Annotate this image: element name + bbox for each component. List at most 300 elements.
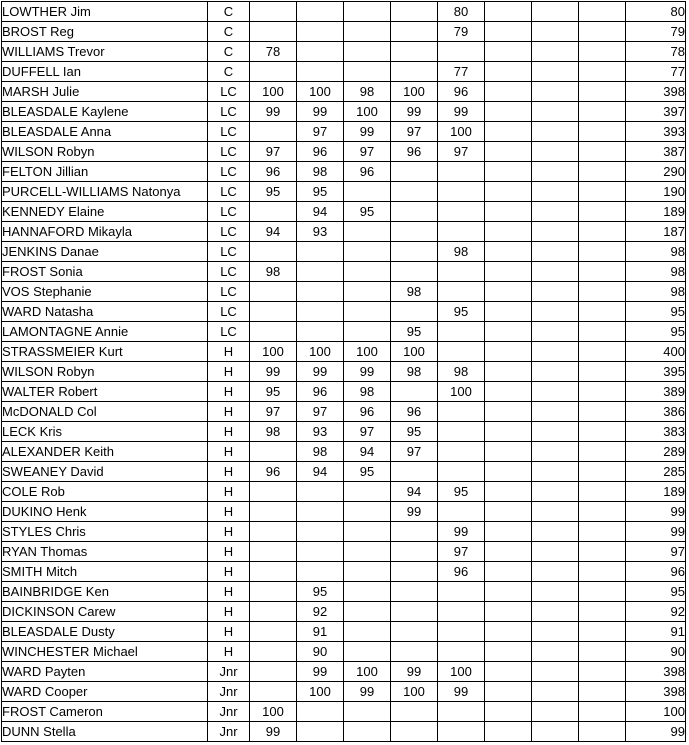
competitor-name: DUNN Stella [2,722,208,742]
round-score: 96 [344,162,391,182]
round-score [485,462,532,482]
round-score [297,542,344,562]
table-row [2,542,686,562]
competitor-name: DUFFELL Ian [2,62,208,82]
round-score [297,22,344,42]
round-score [250,522,297,542]
round-score [344,502,391,522]
round-score [532,142,579,162]
total-score: 78 [626,42,686,62]
round-score [485,282,532,302]
round-score [391,722,438,742]
round-score [485,502,532,522]
round-score: 95 [344,202,391,222]
round-score [485,322,532,342]
round-score: 100 [250,342,297,362]
table-row [2,662,686,682]
round-score [579,302,626,322]
competitor-name: BROST Reg [2,22,208,42]
total-score: 398 [626,662,686,682]
round-score: 95 [438,302,485,322]
round-score: 97 [250,142,297,162]
scores-table [1,1,686,742]
round-score [485,622,532,642]
round-score [391,522,438,542]
competitor-class: H [208,602,250,622]
competitor-class: LC [208,122,250,142]
competitor-name: SMITH Mitch [2,562,208,582]
table-row [2,502,686,522]
round-score [579,562,626,582]
round-score [297,482,344,502]
competitor-name: BLEASDALE Dusty [2,622,208,642]
total-score: 397 [626,102,686,122]
table-row [2,422,686,442]
total-score: 99 [626,722,686,742]
round-score [532,622,579,642]
round-score [485,362,532,382]
competitor-name: WARD Cooper [2,682,208,702]
round-score: 96 [250,162,297,182]
round-score: 99 [391,662,438,682]
round-score [344,582,391,602]
round-score [485,422,532,442]
total-score: 100 [626,702,686,722]
round-score [250,642,297,662]
round-score: 94 [297,202,344,222]
table-row [2,522,686,542]
round-score: 95 [438,482,485,502]
round-score [485,482,532,502]
round-score [532,322,579,342]
round-score [438,502,485,522]
competitor-name: RYAN Thomas [2,542,208,562]
table-row [2,182,686,202]
round-score: 95 [297,582,344,602]
round-score [250,682,297,702]
total-score: 290 [626,162,686,182]
round-score [344,622,391,642]
round-score: 100 [438,662,485,682]
round-score [485,162,532,182]
round-score [579,262,626,282]
round-score [344,262,391,282]
round-score [485,642,532,662]
round-score [485,722,532,742]
competitor-class: LC [208,262,250,282]
round-score [297,262,344,282]
round-score [485,382,532,402]
competitor-class: H [208,442,250,462]
round-score [485,522,532,542]
round-score [250,122,297,142]
round-score [344,722,391,742]
round-score [485,262,532,282]
round-score: 98 [344,82,391,102]
competitor-class: LC [208,202,250,222]
round-score [438,642,485,662]
competitor-class: LC [208,162,250,182]
competitor-name: SWEANEY David [2,462,208,482]
round-score [438,262,485,282]
round-score: 96 [438,562,485,582]
round-score [438,182,485,202]
round-score [438,702,485,722]
round-score: 96 [391,402,438,422]
competitor-class: LC [208,182,250,202]
round-score [250,542,297,562]
round-score [297,2,344,22]
table-row [2,202,686,222]
table-row [2,42,686,62]
round-score [391,702,438,722]
round-score [579,42,626,62]
round-score [532,102,579,122]
round-score [438,602,485,622]
round-score [579,462,626,482]
round-score: 97 [250,402,297,422]
competitor-class: H [208,462,250,482]
competitor-name: DUKINO Henk [2,502,208,522]
table-row [2,562,686,582]
round-score: 77 [438,62,485,82]
round-score: 98 [297,442,344,462]
round-score [485,302,532,322]
round-score: 78 [250,42,297,62]
round-score: 93 [297,222,344,242]
round-score [250,502,297,522]
round-score [532,482,579,502]
competitor-class: Jnr [208,722,250,742]
round-score: 99 [297,362,344,382]
table-row [2,442,686,462]
competitor-name: WINCHESTER Michael [2,642,208,662]
round-score [579,2,626,22]
round-score: 93 [297,422,344,442]
round-score [250,622,297,642]
round-score [579,662,626,682]
competitor-class: H [208,582,250,602]
round-score: 98 [438,362,485,382]
round-score [532,162,579,182]
competitor-class: H [208,522,250,542]
table-row [2,402,686,422]
round-score: 79 [438,22,485,42]
round-score [344,562,391,582]
total-score: 189 [626,202,686,222]
table-row [2,382,686,402]
round-score [297,562,344,582]
round-score: 95 [297,182,344,202]
competitor-name: LAMONTAGNE Annie [2,322,208,342]
round-score: 98 [391,282,438,302]
round-score [579,622,626,642]
round-score [485,542,532,562]
round-score: 97 [438,542,485,562]
competitor-name: FROST Sonia [2,262,208,282]
total-score: 90 [626,642,686,662]
competitor-name: WILSON Robyn [2,362,208,382]
round-score: 92 [297,602,344,622]
round-score [391,182,438,202]
round-score: 97 [344,422,391,442]
round-score: 100 [391,342,438,362]
competitor-class: H [208,422,250,442]
competitor-class: LC [208,322,250,342]
competitor-name: PURCELL-WILLIAMS Natonya [2,182,208,202]
competitor-name: WILSON Robyn [2,142,208,162]
round-score [532,562,579,582]
competitor-name: WARD Payten [2,662,208,682]
round-score [532,702,579,722]
total-score: 189 [626,482,686,502]
round-score: 97 [438,142,485,162]
round-score: 99 [344,362,391,382]
competitor-class: H [208,542,250,562]
total-score: 393 [626,122,686,142]
round-score: 99 [438,522,485,542]
competitor-name: BAINBRIDGE Ken [2,582,208,602]
round-score [532,122,579,142]
round-score [579,22,626,42]
round-score: 95 [391,322,438,342]
total-score: 383 [626,422,686,442]
round-score [391,622,438,642]
round-score [344,542,391,562]
table-row [2,622,686,642]
round-score: 99 [297,102,344,122]
table-row [2,2,686,22]
total-score: 395 [626,362,686,382]
round-score [579,102,626,122]
competitor-class: C [208,62,250,82]
round-score [250,322,297,342]
round-score: 95 [344,462,391,482]
round-score [485,82,532,102]
round-score [391,162,438,182]
round-score [485,222,532,242]
round-score: 99 [438,682,485,702]
round-score [532,422,579,442]
round-score [438,462,485,482]
competitor-class: H [208,642,250,662]
total-score: 96 [626,562,686,582]
round-score [250,282,297,302]
round-score [297,522,344,542]
round-score [438,722,485,742]
round-score [391,42,438,62]
round-score [438,582,485,602]
competitor-name: KENNEDY Elaine [2,202,208,222]
round-score [344,222,391,242]
round-score [297,42,344,62]
round-score [297,322,344,342]
round-score [579,642,626,662]
round-score: 97 [391,122,438,142]
round-score [438,162,485,182]
round-score: 94 [344,442,391,462]
round-score: 99 [438,102,485,122]
round-score: 100 [391,682,438,702]
table-row [2,22,686,42]
round-score [485,702,532,722]
round-score [391,2,438,22]
round-score: 99 [391,102,438,122]
total-score: 95 [626,322,686,342]
total-score: 389 [626,382,686,402]
table-row [2,642,686,662]
round-score [485,402,532,422]
competitor-class: LC [208,82,250,102]
round-score [250,662,297,682]
round-score: 96 [297,382,344,402]
total-score: 97 [626,542,686,562]
round-score [344,702,391,722]
competitor-class: H [208,382,250,402]
round-score [438,282,485,302]
round-score: 100 [250,702,297,722]
competitor-class: H [208,342,250,362]
competitor-name: HANNAFORD Mikayla [2,222,208,242]
round-score [532,242,579,262]
round-score [532,202,579,222]
round-score [344,522,391,542]
total-score: 285 [626,462,686,482]
round-score [532,462,579,482]
round-score: 100 [438,122,485,142]
total-score: 80 [626,2,686,22]
table-row [2,62,686,82]
total-score: 400 [626,342,686,362]
round-score [532,342,579,362]
round-score [485,202,532,222]
round-score [485,682,532,702]
round-score [297,302,344,322]
round-score [485,2,532,22]
competitor-class: C [208,42,250,62]
round-score: 98 [297,162,344,182]
competitor-name: BLEASDALE Anna [2,122,208,142]
competitor-name: JENKINS Danae [2,242,208,262]
round-score: 95 [250,182,297,202]
round-score [485,102,532,122]
table-row [2,602,686,622]
round-score [532,442,579,462]
round-score [250,202,297,222]
competitor-class: LC [208,222,250,242]
round-score [532,682,579,702]
round-score [532,542,579,562]
table-row [2,262,686,282]
round-score [579,382,626,402]
table-row [2,82,686,102]
competitor-class: C [208,2,250,22]
competitor-class: C [208,22,250,42]
round-score [297,62,344,82]
round-score [344,482,391,502]
round-score [579,702,626,722]
round-score: 94 [250,222,297,242]
round-score [532,222,579,242]
competitor-name: WILLIAMS Trevor [2,42,208,62]
round-score [485,42,532,62]
round-score [391,62,438,82]
round-score [532,522,579,542]
round-score [250,602,297,622]
total-score: 289 [626,442,686,462]
competitor-class: Jnr [208,702,250,722]
round-score [485,62,532,82]
round-score [438,202,485,222]
round-score: 99 [344,122,391,142]
total-score: 99 [626,522,686,542]
competitor-name: VOS Stephanie [2,282,208,302]
total-score: 387 [626,142,686,162]
round-score [579,682,626,702]
round-score [579,422,626,442]
round-score [579,202,626,222]
round-score [485,182,532,202]
round-score: 94 [391,482,438,502]
round-score [579,362,626,382]
round-score [579,122,626,142]
competitor-class: Jnr [208,682,250,702]
competitor-class: H [208,402,250,422]
competitor-class: LC [208,302,250,322]
round-score [532,182,579,202]
round-score [532,22,579,42]
round-score [344,242,391,262]
total-score: 187 [626,222,686,242]
table-row [2,162,686,182]
round-score [579,322,626,342]
round-score [485,562,532,582]
round-score: 99 [250,102,297,122]
round-score [297,502,344,522]
round-score [391,222,438,242]
table-row [2,302,686,322]
scores-table-body [2,2,686,742]
round-score [344,642,391,662]
table-row [2,142,686,162]
round-score: 100 [344,662,391,682]
round-score [391,382,438,402]
total-score: 77 [626,62,686,82]
round-score [485,602,532,622]
round-score [485,582,532,602]
round-score: 98 [391,362,438,382]
table-row [2,462,686,482]
round-score [391,202,438,222]
round-score: 91 [297,622,344,642]
round-score [391,22,438,42]
round-score [579,242,626,262]
round-score [579,442,626,462]
round-score [438,422,485,442]
round-score [532,642,579,662]
round-score [438,442,485,462]
round-score [391,642,438,662]
table-row [2,122,686,142]
round-score [391,602,438,622]
competitor-class: H [208,482,250,502]
round-score [485,242,532,262]
round-score [438,42,485,62]
total-score: 99 [626,502,686,522]
round-score: 97 [344,142,391,162]
round-score [391,582,438,602]
competitor-name: LECK Kris [2,422,208,442]
